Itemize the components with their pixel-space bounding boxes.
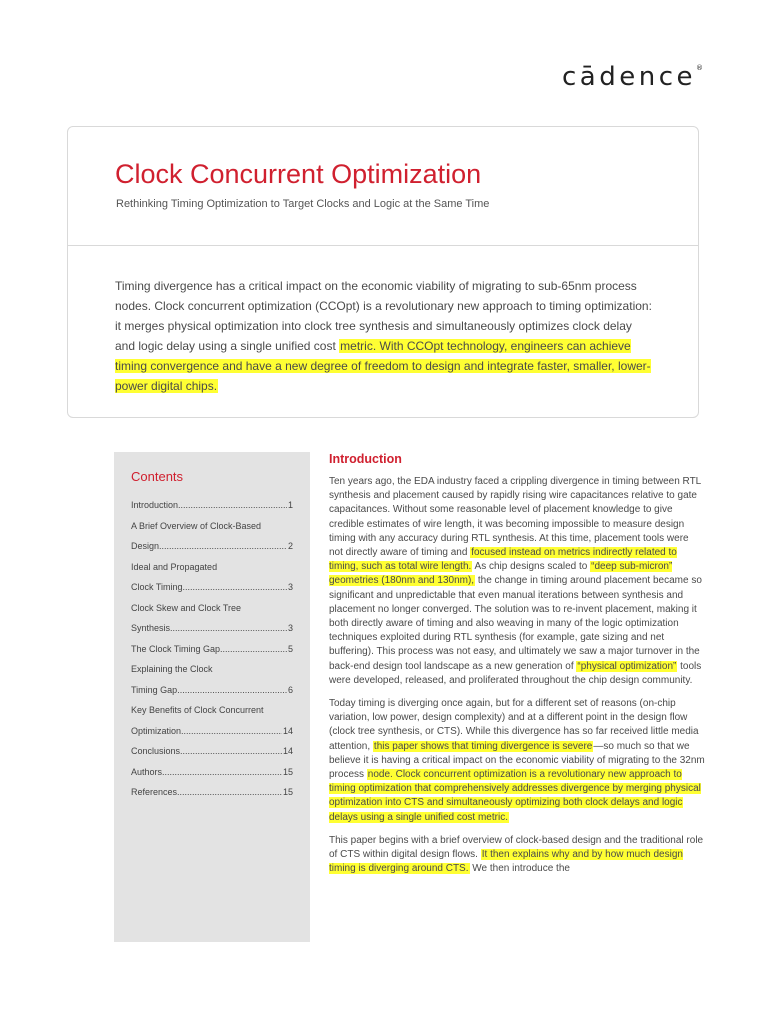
- highlight: node. Clock concurrent optimization is a revolutionary new approach to timing optimization that comprehensively addresses divergence by merging physical optimization into CTS and simultaneously optimizing both clock delays and logic delays using a single unified cost metric.: [329, 769, 701, 823]
- abstract-highlight: metric. With CCOpt technology, engineers can achieve timing convergence and have a new degree of freedom to design and integrate faster, smaller, lower-power digital chips.: [115, 339, 651, 393]
- toc-leader-dots: [159, 536, 287, 557]
- highlight: “physical optimization”: [577, 660, 677, 672]
- toc-item-line: [131, 618, 293, 639]
- toc-page-number: 3: [287, 582, 293, 592]
- toc-item-label: Optimization: [131, 725, 182, 736]
- toc-item[interactable]: [131, 639, 293, 660]
- toc-page-number: 15: [282, 766, 293, 777]
- toc-leader-dots: [177, 782, 282, 803]
- paragraph-text: Ten years ago, the EDA industry faced a crippling divergence in timing between RTL synthesis and placement caused by rapidly rising wire capacitances relative to gate capacitances. Without some reasonable level of placement knowledge to give credible estimates of wire length, it was becoming impossible to measure design timing with any accuracy during RTL synthesis. At this time, placement tools were not directly aware of timing and: [329, 476, 701, 559]
- toc-item-line: [131, 639, 293, 660]
- paragraph-3: [329, 834, 705, 877]
- title-panel: [67, 126, 699, 418]
- toc-leader-dots: [220, 639, 287, 660]
- toc-item[interactable]: [131, 557, 293, 598]
- table-of-contents: [131, 495, 293, 803]
- toc-leader-dots: [183, 577, 287, 598]
- toc-page-number: 15: [282, 787, 293, 797]
- toc-page-number: 14: [282, 725, 293, 736]
- toc-page-number: 5: [287, 643, 293, 654]
- document-title: Clock Concurrent Optimization: [115, 159, 482, 189]
- contents-sidebar: [114, 452, 310, 942]
- toc-page-number: 1: [287, 500, 293, 510]
- toc-item-label: Synthesis: [131, 623, 171, 633]
- toc-item-label: Introduction: [131, 500, 179, 510]
- paragraph-text: This paper begins with a brief overview of clock-based design and the traditional role of CTS within digital design flows.: [329, 834, 704, 861]
- toc-item-label: Timing Gap: [131, 684, 178, 695]
- toc-item-line: [131, 762, 293, 783]
- toc-item-label: A Brief Overview of Clock-Based: [131, 520, 262, 531]
- toc-item[interactable]: [131, 762, 293, 783]
- paragraph-text: As chip designs scaled to: [472, 561, 591, 573]
- abstract: [115, 276, 655, 396]
- registered-mark: ®: [696, 64, 703, 72]
- toc-item[interactable]: [131, 659, 293, 700]
- paragraph-text: Today timing is diverging once again, but for a different set of reasons (on-chip variation, low power, design complexity) and at a different point in the design flow (clock tree synthesis, or CTS). While this divergence has so far received little media attention,: [329, 698, 699, 752]
- toc-leader-dots: [178, 495, 287, 516]
- toc-item-line: [131, 782, 293, 803]
- toc-item-label: Explaining the Clock: [131, 664, 213, 674]
- toc-item[interactable]: [131, 741, 293, 762]
- toc-item[interactable]: [131, 495, 293, 516]
- highlight: “deep sub-micron” geometries (180nm and 130nm),: [329, 561, 673, 587]
- toc-item-label: Conclusions: [131, 746, 181, 756]
- cadence-logo: [562, 62, 703, 92]
- highlight: this paper shows that timing divergence is severe: [373, 740, 593, 752]
- paragraph-1: [329, 475, 705, 688]
- toc-item[interactable]: [131, 516, 293, 557]
- toc-item-label: Authors: [131, 766, 163, 777]
- toc-item-line: [131, 495, 293, 516]
- toc-leader-dots: [177, 680, 287, 701]
- toc-item-line: [131, 721, 293, 742]
- paragraph-2: [329, 697, 705, 825]
- highlight: focused instead on metrics indirectly related to timing, such as total wire length.: [329, 547, 677, 573]
- toc-page-number: 6: [287, 684, 293, 695]
- toc-leader-dots: [162, 762, 282, 783]
- paragraph-text: the change in timing around placement became so significant and unpredictable that even manual iterations between synthesis and placement no longer converged. The solution was to re-invent placement, making it both directly aware of timing and also weaving in many of the logic optimization techniques exploited during RTL synthesis (for example, gate sizing and net buffering). This process was not easy, and ultimately we saw a major turnover in the back-end design tool landscape as a new generation of: [329, 575, 702, 672]
- toc-item-label: References: [131, 787, 178, 797]
- toc-item[interactable]: [131, 782, 293, 803]
- toc-item-label: Key Benefits of Clock Concurrent: [131, 705, 264, 715]
- toc-page-number: 14: [282, 746, 293, 756]
- toc-item-line: [131, 577, 293, 598]
- toc-item-label: Ideal and Propagated: [131, 561, 218, 572]
- panel-divider: [68, 245, 698, 246]
- toc-item-label: Clock Skew and Clock Tree: [131, 602, 242, 613]
- toc-item-label: The Clock Timing Gap: [131, 643, 221, 654]
- logo-wordmark: cādence: [562, 62, 696, 92]
- toc-item-label: Design: [131, 541, 160, 551]
- toc-item[interactable]: [131, 598, 293, 639]
- highlight: It then explains why and by how much design timing is diverging around CTS.: [329, 849, 683, 875]
- toc-leader-dots: [170, 618, 287, 639]
- toc-item[interactable]: [131, 700, 293, 741]
- toc-item-label: Clock Timing: [131, 582, 183, 592]
- toc-page-number: 3: [287, 623, 293, 633]
- document-subtitle: Rethinking Timing Optimization to Target Clocks and Logic at the Same Time: [116, 198, 490, 210]
- abstract-text: Timing divergence has a critical impact on the economic viability of migrating to sub-65nm process nodes. Clock concurrent optimization (CCOpt) is a revolutionary new approach to timing optimization: it merges physical optimization into clock tree synthesis and simultaneously optimizes clock delay and logic delay using a single unified cost: [115, 279, 652, 353]
- paragraph-text: We then introduce the: [469, 863, 570, 875]
- toc-item-line: [131, 536, 293, 557]
- toc-item-line: [131, 741, 293, 762]
- paragraph-text: tools were developed, released, and proliferated throughout the chip design community.: [329, 660, 702, 686]
- toc-item-line: [131, 680, 293, 701]
- main-column: [329, 452, 705, 885]
- contents-title: Contents: [131, 469, 184, 484]
- toc-leader-dots: [180, 741, 282, 762]
- toc-leader-dots: [181, 721, 282, 742]
- section-title-introduction: Introduction: [329, 452, 402, 466]
- paragraph-text: —so much so that we believe it is having a critical impact on the economic viability of migrating to the 32nm process: [329, 740, 705, 781]
- toc-page-number: 2: [287, 541, 293, 551]
